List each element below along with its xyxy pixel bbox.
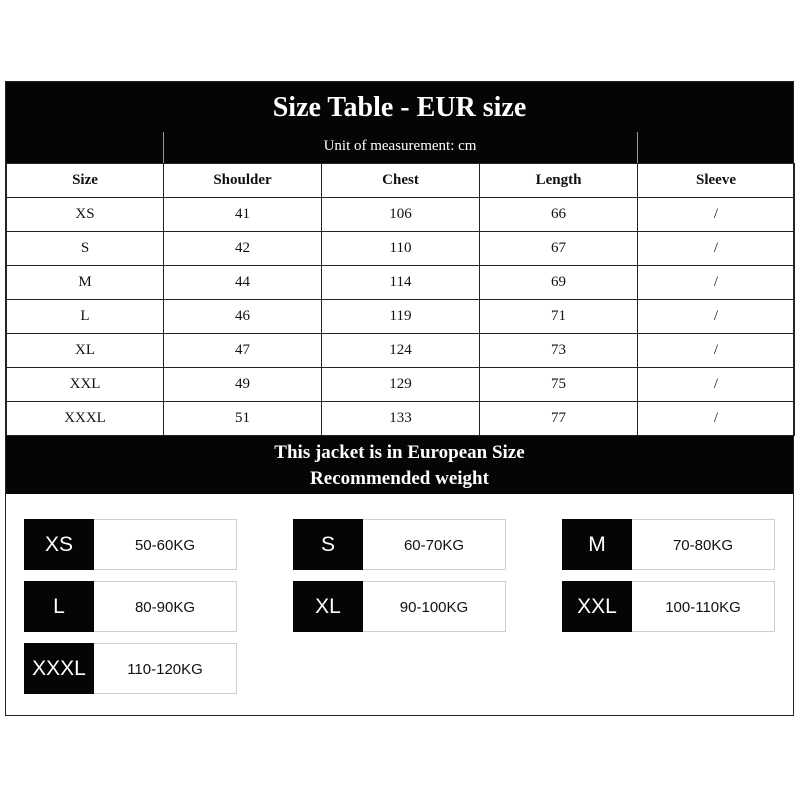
column-header: Shoulder <box>164 164 322 198</box>
weight-range: 50-60KG <box>134 537 196 554</box>
table-cell: / <box>638 198 795 232</box>
table-cell: 119 <box>322 300 480 334</box>
table-cell: / <box>638 334 795 368</box>
table-cell: 47 <box>164 334 322 368</box>
table-cell: 110 <box>322 232 480 266</box>
table-row <box>7 334 795 368</box>
column-header: Chest <box>322 164 480 198</box>
chart-title: Size Table - EUR size <box>6 82 793 132</box>
weight-range: 80-90KG <box>134 599 196 616</box>
table-cell: 66 <box>480 198 638 232</box>
footer-banner <box>6 436 793 494</box>
table-cell: 71 <box>480 300 638 334</box>
table-cell: 41 <box>164 198 322 232</box>
weight-size-label: XXXL <box>24 643 94 694</box>
weight-card <box>562 519 775 570</box>
footer-line-european-size: This jacket is in European Size <box>274 442 525 463</box>
weight-size-label: XS <box>24 519 94 570</box>
table-cell: XXXL <box>7 402 164 436</box>
table-cell: / <box>638 300 795 334</box>
weight-range: 100-110KG <box>665 599 741 616</box>
weight-range: 110-120KG <box>127 661 203 678</box>
weight-size-label: M <box>562 519 632 570</box>
table-cell: / <box>638 402 795 436</box>
weight-card <box>24 519 237 570</box>
table-cell: XL <box>7 334 164 368</box>
table-cell: 73 <box>480 334 638 368</box>
weight-card <box>293 519 506 570</box>
column-header: Sleeve <box>638 164 795 198</box>
table-row <box>7 402 795 436</box>
footer-line-recommended-weight: Recommended weight <box>310 468 489 489</box>
table-cell: XS <box>7 198 164 232</box>
column-header: Size <box>7 164 164 198</box>
unit-bar <box>6 132 793 163</box>
weight-range: 90-100KG <box>399 599 469 616</box>
table-cell: 106 <box>322 198 480 232</box>
column-header: Length <box>480 164 638 198</box>
table-cell: S <box>7 232 164 266</box>
table-cell: 129 <box>322 368 480 402</box>
table-cell: M <box>7 266 164 300</box>
table-header-row <box>7 164 795 198</box>
table-cell: 124 <box>322 334 480 368</box>
table-cell: 51 <box>164 402 322 436</box>
unit-note: Unit of measurement: cm <box>323 138 477 154</box>
weight-size-label: XXL <box>562 581 632 632</box>
weight-card <box>24 581 237 632</box>
table-row <box>7 198 795 232</box>
table-cell: / <box>638 368 795 402</box>
table-cell: / <box>638 266 795 300</box>
table-cell: XXL <box>7 368 164 402</box>
table-row <box>7 368 795 402</box>
table-cell: 42 <box>164 232 322 266</box>
table-cell: 114 <box>322 266 480 300</box>
table-cell: 46 <box>164 300 322 334</box>
table-cell: 75 <box>480 368 638 402</box>
table-cell: 133 <box>322 402 480 436</box>
table-cell: L <box>7 300 164 334</box>
table-cell: 77 <box>480 402 638 436</box>
weight-card <box>562 581 775 632</box>
weight-card <box>293 581 506 632</box>
table-cell: 44 <box>164 266 322 300</box>
table-cell: 69 <box>480 266 638 300</box>
weight-size-label: S <box>293 519 363 570</box>
size-table <box>6 163 795 436</box>
table-row <box>7 266 795 300</box>
table-row <box>7 300 795 334</box>
weight-size-label: L <box>24 581 94 632</box>
weight-size-label: XL <box>293 581 363 632</box>
table-row <box>7 232 795 266</box>
table-cell: 49 <box>164 368 322 402</box>
unit-bar-divider <box>637 132 638 163</box>
weight-range: 60-70KG <box>403 537 465 554</box>
weight-range: 70-80KG <box>672 537 734 554</box>
table-cell: / <box>638 232 795 266</box>
table-cell: 67 <box>480 232 638 266</box>
weight-card <box>24 643 237 694</box>
